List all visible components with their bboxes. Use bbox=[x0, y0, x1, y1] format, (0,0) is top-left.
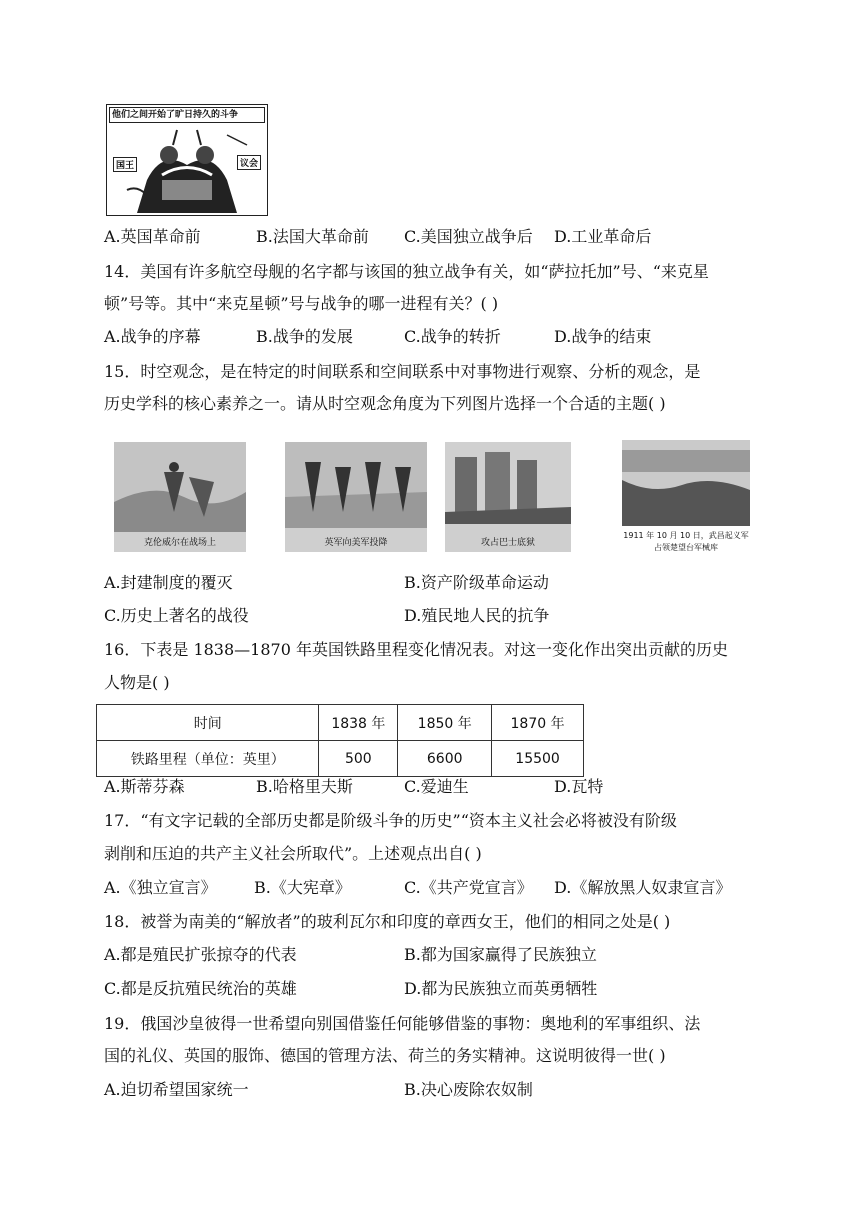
q17-stem-line1: 17．“有文字记载的全部历史都是阶级斗争的历史”“资本主义社会必将被没有阶级 bbox=[104, 811, 677, 830]
table-cell: 15500 bbox=[492, 741, 584, 777]
q17-option-d: D.《解放黑人奴隶宣言》 bbox=[554, 878, 732, 897]
q16-option-b: B.哈格里夫斯 bbox=[256, 777, 353, 796]
q17-option-c: C.《共产党宣言》 bbox=[404, 878, 533, 897]
picture-surrender bbox=[285, 442, 427, 552]
q18-option-d: D.都为民族独立而英勇牺牲 bbox=[404, 979, 598, 998]
table-header-cell: 时间 bbox=[97, 705, 319, 741]
q13-option-c: C.美国独立战争后 bbox=[404, 227, 533, 246]
table-header-cell: 1870 年 bbox=[492, 705, 584, 741]
picture-wuchang-caption-line2: 占领楚望台军械库 bbox=[654, 543, 718, 552]
table-cell: 500 bbox=[319, 741, 398, 777]
q15-stem-line2: 历史学科的核心素养之一。请从时空观念角度为下列图片选择一个合适的主题( ) bbox=[104, 394, 666, 413]
q16-option-a: A.斯蒂芬森 bbox=[104, 777, 185, 796]
picture-wuchang-caption-line1: 1911 年 10 月 10 日，武昌起义军 bbox=[623, 531, 749, 540]
picture-bastille-caption: 攻占巴士底狱 bbox=[480, 538, 535, 548]
q15-option-d: D.殖民地人民的抗争 bbox=[404, 606, 550, 625]
cartoon-image bbox=[106, 104, 268, 216]
picture-bastille-scene bbox=[445, 442, 571, 524]
q17-stem-line2: 剥削和压迫的共产主义社会所取代”。上述观点出自( ) bbox=[104, 844, 482, 863]
q19-option-a: A.迫切希望国家统一 bbox=[104, 1080, 249, 1099]
picture-cromwell-caption: 克伦威尔在战场上 bbox=[143, 538, 216, 548]
picture-cromwell-scene bbox=[114, 442, 246, 532]
q14-option-a: A.战争的序幕 bbox=[104, 327, 201, 346]
q16-stem-line2: 人物是( ) bbox=[104, 673, 170, 692]
q18-stem-line1: 18．被誉为南美的“解放者”的玻利瓦尔和印度的章西女王，他们的相同之处是( ) bbox=[104, 912, 671, 931]
q16-option-d: D.瓦特 bbox=[554, 777, 604, 796]
picture-wuchang-scene bbox=[622, 440, 750, 526]
q16-option-c: C.爱迪生 bbox=[404, 777, 469, 796]
picture-cromwell bbox=[114, 442, 246, 552]
q13-option-b: B.法国大革命前 bbox=[256, 227, 369, 246]
q15-option-a: A.封建制度的覆灭 bbox=[104, 573, 233, 592]
table-row bbox=[97, 741, 584, 777]
q13-option-d: D.工业革命后 bbox=[554, 227, 652, 246]
picture-bastille bbox=[445, 442, 571, 552]
q18-option-a: A.都是殖民扩张掠夺的代表 bbox=[104, 945, 297, 964]
q17-option-b: B.《大宪章》 bbox=[254, 878, 351, 897]
q14-option-c: C.战争的转折 bbox=[404, 327, 501, 346]
table-header-cell: 1838 年 bbox=[319, 705, 398, 741]
table-cell: 6600 bbox=[398, 741, 492, 777]
q19-stem-line2: 国的礼仪、英国的服饰、德国的管理方法、荷兰的务实精神。这说明彼得一世( ) bbox=[104, 1046, 666, 1065]
q18-option-b: B.都为国家赢得了民族独立 bbox=[404, 945, 597, 964]
q15-option-b: B.资产阶级革命运动 bbox=[404, 573, 549, 592]
q19-option-b: B.决心废除农奴制 bbox=[404, 1080, 533, 1099]
cartoon-label-king: 国王 bbox=[113, 157, 137, 172]
q15-option-c: C.历史上著名的战役 bbox=[104, 606, 249, 625]
q19-stem-line1: 19．俄国沙皇彼得一世希望向别国借鉴任何能够借鉴的事物：奥地利的军事组织、法 bbox=[104, 1014, 701, 1033]
q18-option-c: C.都是反抗殖民统治的英雄 bbox=[104, 979, 297, 998]
cartoon-caption: 他们之间开始了旷日持久的斗争 bbox=[109, 107, 265, 123]
q13-option-a: A.英国革命前 bbox=[104, 227, 201, 246]
railway-table bbox=[96, 704, 584, 777]
q14-stem-line2: 顿”号等。其中“来克星顿”号与战争的哪一进程有关？( ) bbox=[104, 294, 499, 313]
q14-option-d: D.战争的结束 bbox=[554, 327, 652, 346]
q14-stem-line1: 14．美国有许多航空母舰的名字都与该国的独立战争有关，如“萨拉托加”号、“来克星 bbox=[104, 262, 709, 281]
picture-wuchang bbox=[622, 440, 750, 555]
q16-stem-line1: 16．下表是 1838—1870 年英国铁路里程变化情况表。对这一变化作出突出贡献的历史 bbox=[104, 640, 728, 659]
q17-option-a: A.《独立宣言》 bbox=[104, 878, 217, 897]
table-cell: 铁路里程（单位：英里） bbox=[97, 741, 319, 777]
picture-surrender-scene bbox=[285, 442, 427, 528]
table-header-row bbox=[97, 705, 584, 741]
cartoon-label-parliament: 议会 bbox=[237, 155, 261, 170]
table-header-cell: 1850 年 bbox=[398, 705, 492, 741]
picture-surrender-caption: 英军向美军投降 bbox=[324, 538, 388, 548]
q14-option-b: B.战争的发展 bbox=[256, 327, 353, 346]
q15-stem-line1: 15．时空观念，是在特定的时间联系和空间联系中对事物进行观察、分析的观念，是 bbox=[104, 362, 701, 381]
